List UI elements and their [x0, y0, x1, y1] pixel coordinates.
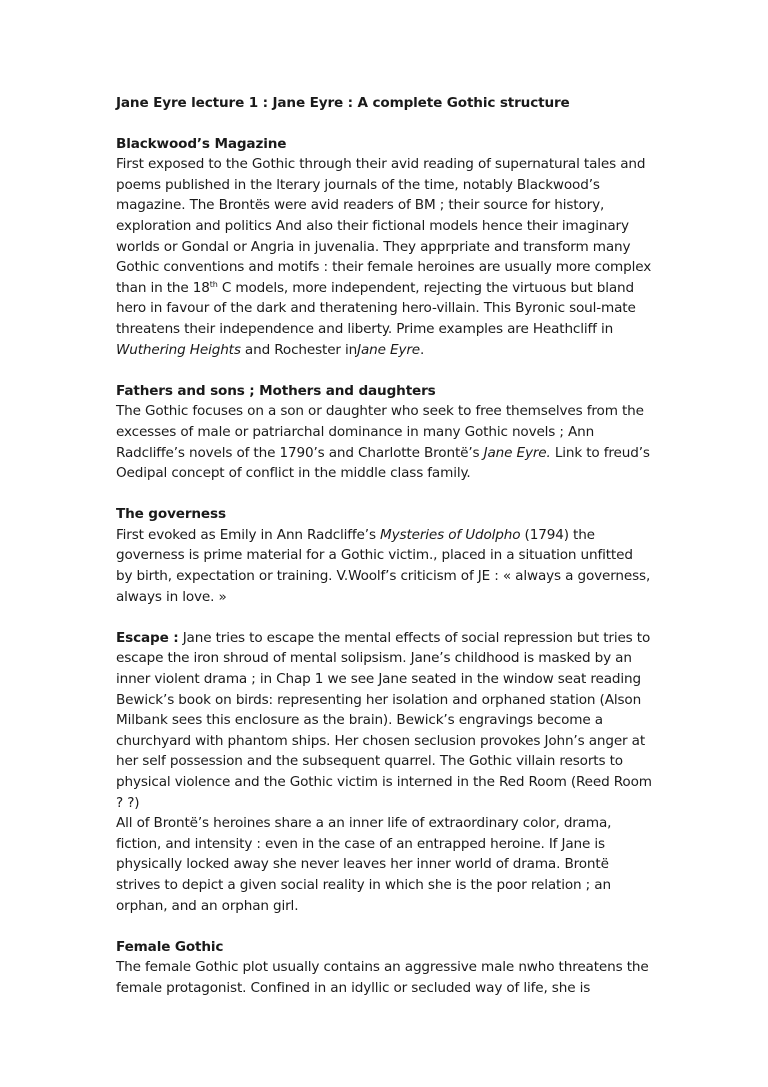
- section-heading: The governess: [116, 506, 226, 523]
- text-run: First exposed to the Gothic through their avid reading of supernatural tales and poems published in the lterary journals of the time, notably Blackwood’s magazine. The Brontës were avid readers of BM ; their source for history, exploration and politics And also their fictional models hence their imaginary worlds or Gondal or Angria in juvenalia. They apprpriate and transform many Gothic conventions and motifs : their female heroines are usually more complex than in the 18: [116, 156, 652, 296]
- section-heading: Blackwood’s Magazine: [116, 135, 287, 152]
- italic-title: Jane Eyre: [357, 341, 421, 358]
- section-heading: Female Gothic: [116, 938, 224, 955]
- text-run: .: [420, 341, 425, 358]
- section-fathers-and-sons: [116, 381, 652, 484]
- document-page: [116, 93, 652, 1019]
- section-heading: Escape :: [116, 629, 179, 646]
- section-paragraph: The female Gothic plot usually contains an aggressive male nwho threatens the female protagonist. Confined in an idyllic or secluded way of life, she is: [116, 959, 649, 996]
- section-paragraph: All of Brontë’s heroines share a an inner life of extraordinary color, drama, fiction, and intensity : even in the case of an entrapped heroine. If Jane is physically locked away she never leaves her inner world of drama. Brontë strives to depict a given social reality in which she is the poor relation ; an orphan, and an orphan girl.: [116, 815, 612, 914]
- text-run: Jane tries to escape the mental effects of social repression but tries to escape the iron shroud of mental solipsism. Jane’s childhood is masked by an inner violent drama ; in Chap 1 we see Jane seated in the window seat reading Bewick’s book on birds: representing her isolation and orphaned station (Alson Milbank sees this enclosure as the brain). Bewick’s engravings become a churchyard with phantom ships. Her chosen seclusion provokes John’s anger at her self possession and the subsequent quarrel. The Gothic villain resorts to physical violence and the Gothic victim is interned in the Red Room (Reed Room ? ?): [116, 629, 652, 811]
- italic-title: Mysteries of Udolpho: [380, 526, 521, 543]
- superscript: th: [209, 279, 218, 289]
- section-paragraph: [116, 154, 652, 360]
- text-run: The Gothic focuses on a son or daughter who seek to free themselves from the excesses of male or patriarchal dominance in many Gothic novels ; Ann Radcliffe’s novels of the 1790’s and Charlotte Brontë’s: [116, 403, 644, 461]
- section-paragraph: [116, 525, 652, 607]
- italic-title: Wuthering Heights: [116, 341, 241, 358]
- text-run: C models, more independent, rejecting the virtuous but bland hero in favour of the dark and theratening hero-villain. This Byronic soul-mate threatens their independence and liberty. Prime examples are Heathcliff in: [116, 279, 636, 337]
- italic-title: Jane Eyre.: [483, 444, 551, 461]
- document-title: Jane Eyre lecture 1 : Jane Eyre : A complete Gothic structure: [116, 95, 570, 111]
- section-paragraph: [116, 401, 652, 483]
- section-paragraph: [116, 628, 652, 813]
- section-female-gothic: [116, 937, 652, 999]
- text-run: (1794) the governess is prime material for a Gothic victim., placed in a situation unfitted by birth, expectation or training. V.Woolf’s criticism of JE : « always a governess, always in love. »: [116, 526, 651, 605]
- text-run: Link to freud’s Oedipal concept of conflict in the middle class family.: [116, 444, 650, 482]
- section-blackwoods-magazine: [116, 134, 652, 361]
- section-heading: Fathers and sons ; Mothers and daughters: [116, 382, 436, 399]
- section-the-governess: [116, 504, 652, 607]
- section-escape: [116, 628, 652, 916]
- text-run: and Rochester in: [240, 341, 358, 358]
- text-run: First evoked as Emily in Ann Radcliffe’s: [116, 526, 381, 543]
